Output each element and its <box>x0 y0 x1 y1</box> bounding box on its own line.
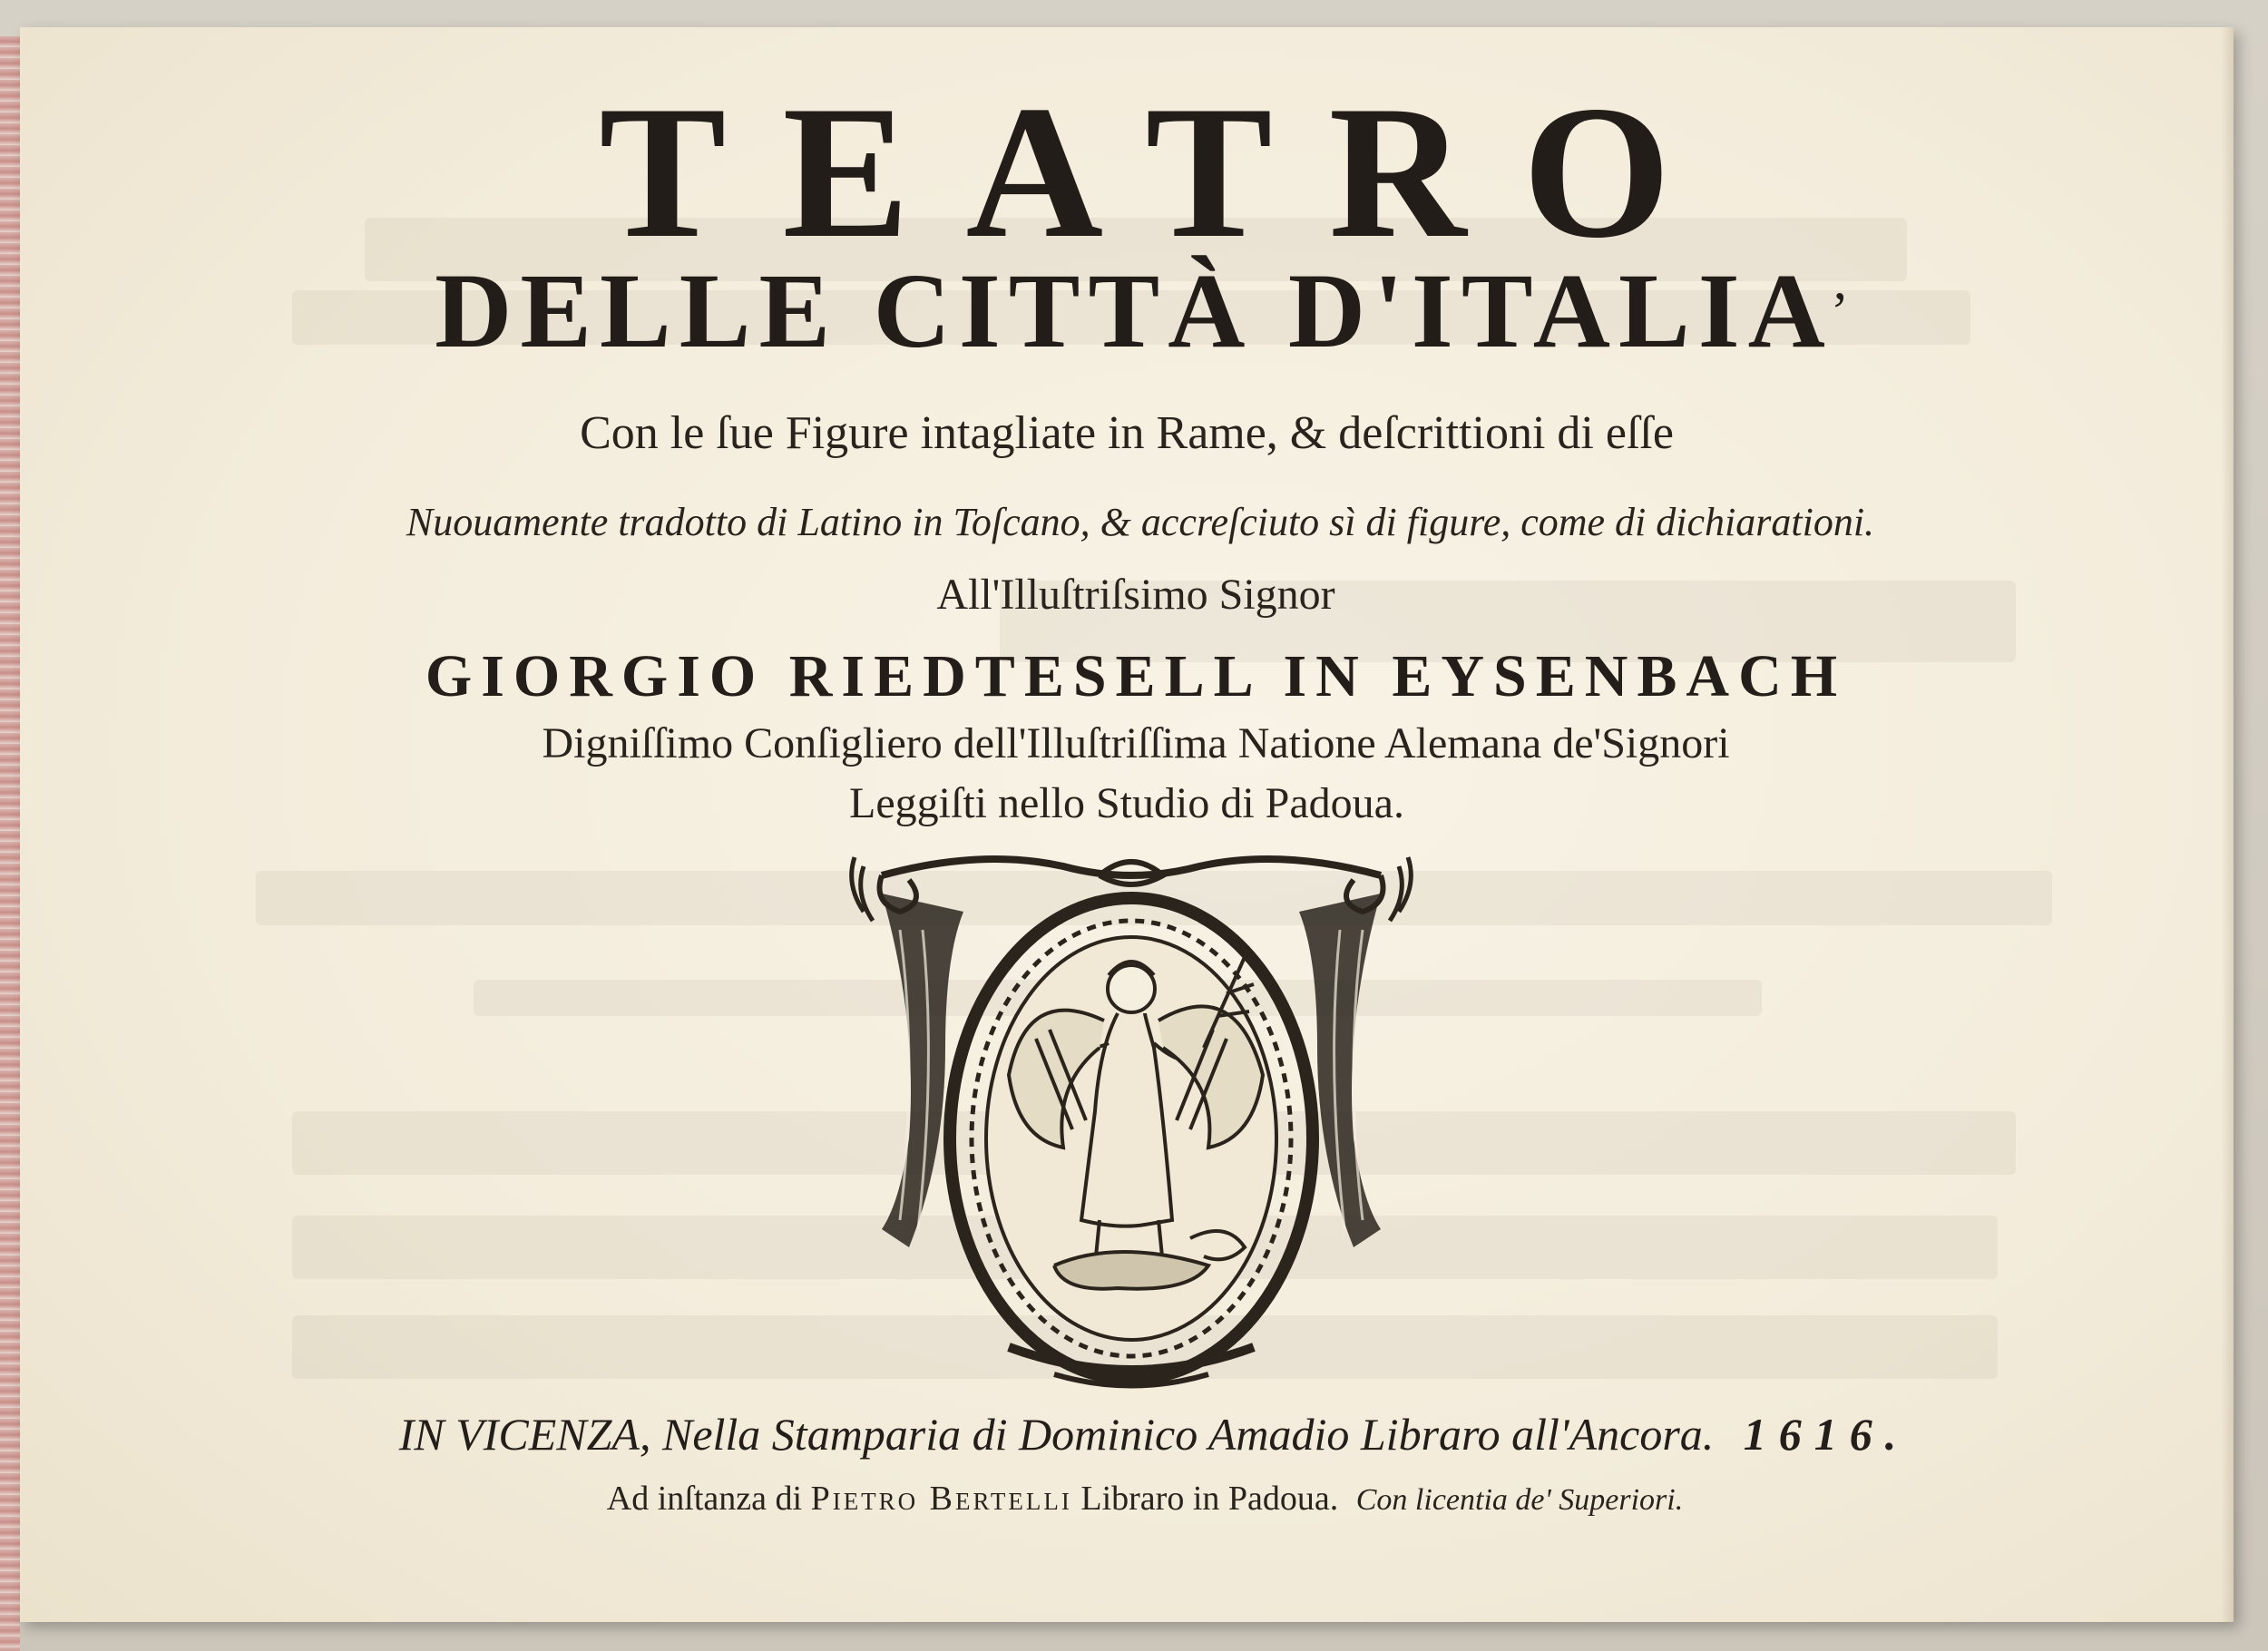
title-secondary-comma: , <box>1833 250 1855 310</box>
imprint-year: 1616. <box>1743 1409 1910 1460</box>
title-page <box>20 27 2234 1622</box>
imprint-line <box>20 1408 2234 1460</box>
subtitle: Con le ſue Figure intagliate in Rame, & deſcrittioni di eſſe <box>580 407 1674 459</box>
title-main: TEATRO <box>599 67 1727 278</box>
imprint-license: Con licentia de' Superiori. <box>1355 1483 1684 1517</box>
imprint-place-and-printer: IN VICENZA, Nella Stamparia di Dominico Amadio Libraro all'Ancora. <box>398 1409 1715 1460</box>
translation-note: Nuouamente tradotto di Latino in Toſcano, & accreſciuto sì di figure, come di dichiarationi. <box>406 500 1875 544</box>
dedication-intro: All'Illuſtriſsimo Signor <box>936 571 1335 619</box>
imprint-instanza: Ad inſtanza di <box>606 1480 803 1518</box>
imprint-publisher: Pietro Bertelli <box>810 1480 1072 1518</box>
title-secondary-text: DELLE CITTÀ D'ITALIA <box>435 251 1833 370</box>
printer-device-angel-icon <box>846 839 1417 1402</box>
dedicatee-title-line1: Digniſſimo Conſigliero dell'Illuſtriſſima Natione Alemana de'Signori <box>542 719 1730 767</box>
dedicatee-name: GIORGIO RIEDTESELL IN EYSENBACH <box>425 643 1847 709</box>
book-binding <box>0 36 20 1651</box>
dedicatee-title-line2: Leggiſti nello Studio di Padoua. <box>849 779 1404 827</box>
page-edge-shadow <box>2221 27 2234 1622</box>
publisher-line <box>20 1479 2234 1519</box>
imprint-publisher-place: Libraro in Padoua. <box>1080 1480 1339 1518</box>
title-secondary <box>20 249 2234 373</box>
